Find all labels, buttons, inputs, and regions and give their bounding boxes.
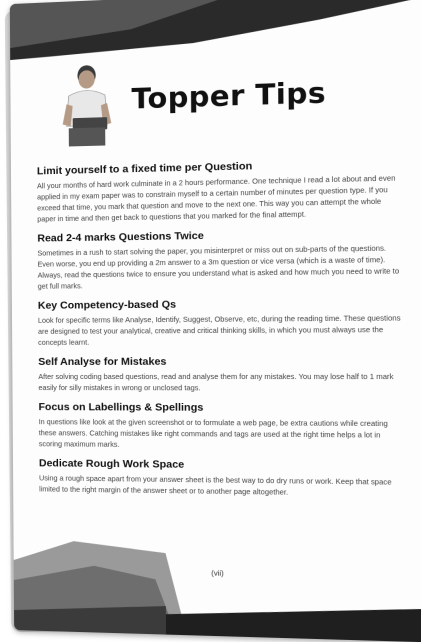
tip-text: Look for specific terms like Analyse, Identify, Suggest, Observe, etc, during the reading time. These questions are designed to test your analytical, creative and critical thinking skills, in which you must always use the concepts learnt. bbox=[37, 313, 401, 347]
tip-text: After solving coding based questions, read and analyse them for any mistakes. You may lose half to 1 mark easily for silly mistakes in wrong or unclosed tags. bbox=[38, 371, 394, 393]
header-area bbox=[36, 54, 402, 157]
tip-text: In questions like look at the given screenshot or to formulate a web page, be extra cautions while creating these answers. Catching mistakes like right commands and tags are used at the right time helps a lot in scoring maximum marks. bbox=[38, 417, 388, 449]
page-title: Topper Tips bbox=[131, 75, 327, 116]
tip-heading: Dedicate Rough Work Space bbox=[38, 457, 185, 471]
tip-section bbox=[39, 401, 404, 452]
tip-section bbox=[38, 355, 403, 394]
page-number: (vii) bbox=[211, 568, 224, 578]
tip-section bbox=[37, 226, 402, 291]
tip-heading: Self Analyse for Mistakes bbox=[38, 355, 167, 368]
tip-text: Sometimes in a rush to start solving the paper, you misinterpret or miss out on sub-parts of the questions. Even worse, you end up providing a 2m answer to a 3m question or vice versa (which is a waste of time). Always, read the questions twice to ensure you understand what is asked and how much you need to write to get full marks. bbox=[37, 243, 400, 291]
student-with-laptop-icon bbox=[60, 62, 113, 148]
tip-heading: Focus on Labellings & Spellings bbox=[38, 401, 204, 414]
tip-section bbox=[38, 296, 403, 347]
tip-heading: Key Competency-based Qs bbox=[37, 298, 177, 312]
tip-section bbox=[39, 457, 404, 499]
tip-section bbox=[37, 156, 402, 224]
bottom-decoration bbox=[13, 520, 421, 642]
tip-text: All your months of hard work culminate in a 2 hours performance. One technique I read a lot about and even applied in my exam paper was to constrain myself to a certain number of minutes per question type. If you exceed that time, you mark that question and move to the next one. This way you can attempt the whole paper in time and then get back to questions that you marked for the final attempt. bbox=[36, 173, 396, 224]
tip-heading: Read 2-4 marks Questions Twice bbox=[37, 229, 204, 245]
tip-heading: Limit yourself to a fixed time per Question bbox=[36, 160, 253, 178]
tip-text: Using a rough space apart from your answer sheet is the best way to do dry runs or work. Keep that space limited to the right margin of the answer sheet or to another page altogether. bbox=[39, 473, 392, 497]
page-content bbox=[36, 54, 404, 499]
book-page bbox=[10, 0, 421, 642]
